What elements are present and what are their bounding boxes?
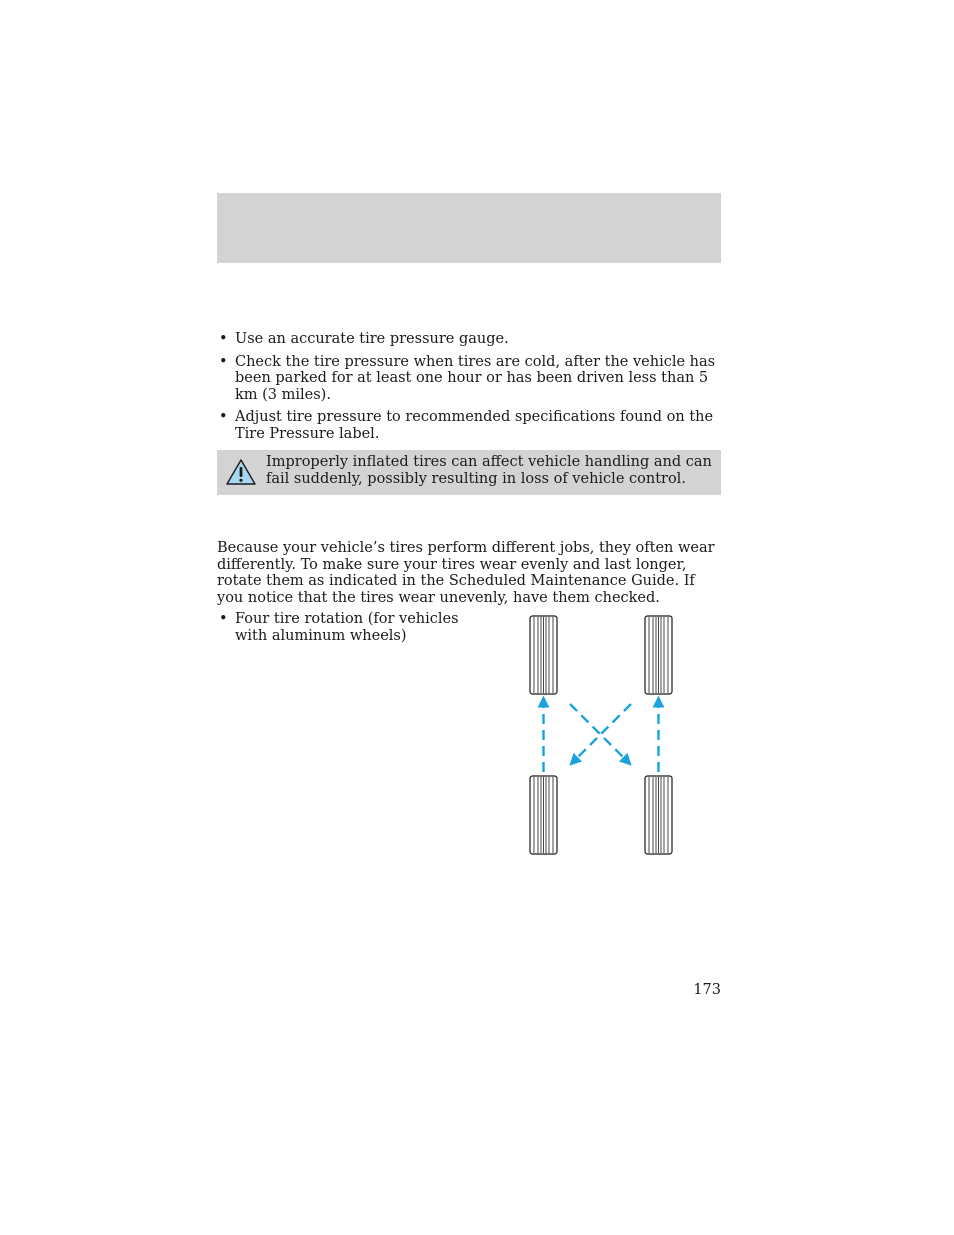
- tire-rotation-diagram: [525, 612, 685, 858]
- list-item: • Four tire rotation (for vehicles with aluminum wheels): [217, 611, 467, 644]
- rear-left-tire-icon: [530, 776, 557, 854]
- tire-pressure-bullet-list: [217, 331, 721, 448]
- front-left-tire-icon: [530, 616, 557, 694]
- list-item: • Check the tire pressure when tires are cold, after the vehicle has been parked for at least one hour or has been driven less than 5 km (3 miles).: [217, 354, 721, 404]
- rotation-paragraph: Because your vehicle’s tires perform different jobs, they often wear differently. To make sure your tires wear evenly and last longer, rotate them as indicated in the Scheduled Maintenance Guide. If you notice that the tires wear unevenly, have them checked.: [217, 540, 715, 606]
- front-right-tire-icon: [645, 616, 672, 694]
- rotation-bullet-list: [217, 611, 467, 650]
- warning-box: [217, 450, 721, 495]
- page-number: 173: [693, 982, 721, 998]
- warning-text: Improperly inflated tires can affect vehicle handling and can fail suddenly, possibly resulting in loss of vehicle control.: [266, 454, 712, 487]
- header-band: [217, 193, 721, 263]
- rear-right-tire-icon: [645, 776, 672, 854]
- list-item: • Adjust tire pressure to recommended specifications found on the Tire Pressure label.: [217, 409, 721, 442]
- warning-triangle-icon: [225, 458, 257, 486]
- list-item: • Use an accurate tire pressure gauge.: [217, 331, 721, 348]
